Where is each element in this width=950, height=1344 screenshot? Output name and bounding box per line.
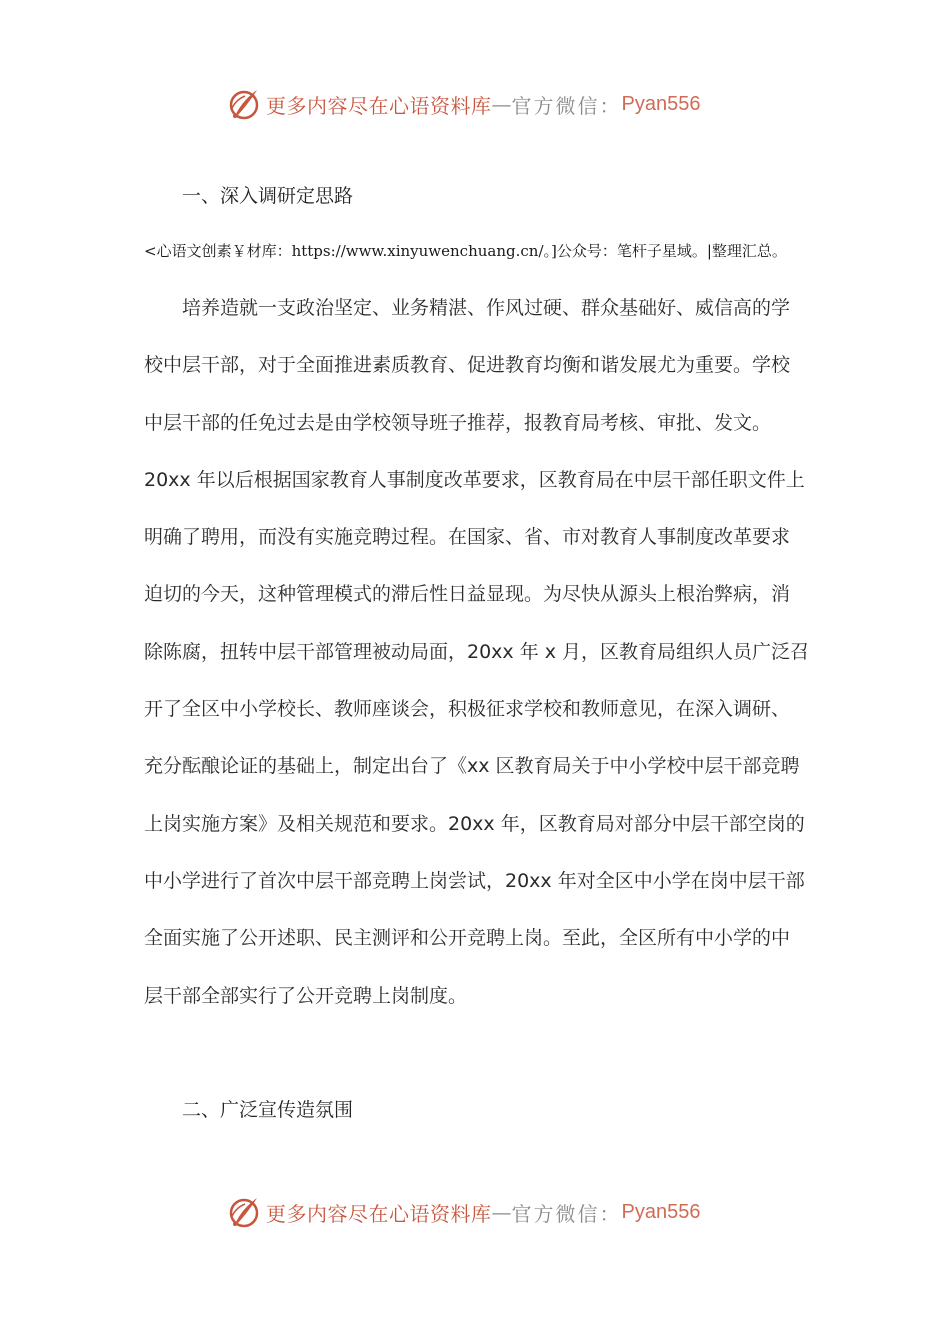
footer-banner: [226, 1192, 746, 1232]
paragraph-line: 全面实施了公开述职、民主测评和公开竞聘上岗。至此，全区所有中小学的中: [144, 927, 791, 950]
paragraph-line: 20xx 年以后根据国家教育人事制度改革要求，区教育局在中层干部任职文件上: [144, 468, 805, 491]
banner-separator: —: [491, 92, 512, 116]
banner-wechat-id: Pyan556: [621, 1200, 701, 1223]
banner-wechat-label: 官方微信：: [511, 93, 622, 118]
banner-wechat-id: Pyan556: [621, 92, 701, 115]
paragraph-line: 中层干部的任免过去是由学校领导班子推荐，报教育局考核、审批、发文。: [144, 411, 772, 434]
section-heading-2: 二、广泛宣传造氛围: [182, 1099, 354, 1121]
paragraph-line: 明确了聘用，而没有实施竞聘过程。在国家、省、市对教育人事制度改革要求: [144, 526, 791, 549]
body-paragraph: [144, 290, 814, 1035]
paragraph-line: 中小学进行了首次中层干部竞聘上岗尝试，20xx 年对全区中小学在岗中层干部: [144, 869, 805, 892]
banner-text: 更多内容尽在心语资料库: [266, 1201, 492, 1226]
banner-separator: —: [491, 1200, 512, 1224]
paragraph-line: 层干部全部实行了公开竞聘上岗制度。: [144, 984, 468, 1007]
section-heading-1: 一、深入调研定思路: [182, 185, 354, 207]
paragraph-line: 校中层干部，对于全面推进素质教育、促进教育均衡和谐发展尤为重要。学校: [144, 354, 791, 377]
paragraph-line: 迫切的今天，这种管理模式的滞后性日益显现。为尽快从源头上根治弊病，消: [144, 583, 791, 606]
paragraph-line: 培养造就一支政治坚定、业务精湛、作风过硬、群众基础好、威信高的学: [182, 297, 791, 319]
paragraph-line: 上岗实施方案》及相关规范和要求。20xx 年，区教育局对部分中层干部空岗的: [144, 812, 805, 835]
quill-ink-logo-icon: [226, 1194, 262, 1230]
banner-wechat-label: 官方微信：: [511, 1201, 622, 1226]
paragraph-line: 除陈腐，扭转中层干部管理被动局面，20xx 年 x 月，区教育局组织人员广泛召: [144, 640, 810, 663]
paragraph-line: 开了全区中小学校长、教师座谈会，积极征求学校和教师意见，在深入调研、: [144, 698, 791, 721]
source-note: <心语文创素￥材库：https://www.xinyuwenchuang.cn/。]公众号：笔杆子星域。|整理汇总。: [144, 242, 787, 260]
quill-ink-logo-icon: [226, 86, 262, 122]
banner-text: 更多内容尽在心语资料库: [266, 93, 492, 118]
paragraph-line: 充分酝酿论证的基础上，制定出台了《xx 区教育局关于中小学校中层干部竞聘: [144, 755, 800, 778]
header-banner: [226, 84, 746, 124]
